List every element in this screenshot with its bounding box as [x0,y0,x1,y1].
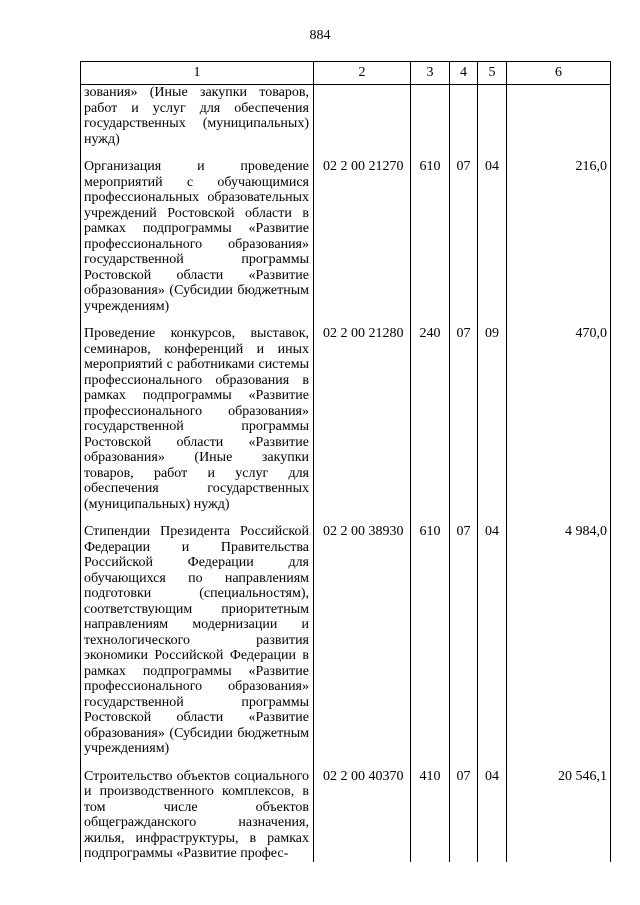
row-pr: 09 [478,326,507,512]
row-vr [411,85,450,148]
column-header-5: 5 [478,62,507,85]
row-amount: 4 984,0 [507,524,611,757]
row-code: 02 2 00 21280 [314,326,411,512]
row-amount: 20 546,1 [507,769,611,862]
row-rz: 07 [450,159,478,314]
row-description: зования» (Иные закупки товаров, работ и услуг для обеспечения государственных (муниципальных) нужд) [81,85,314,148]
table-row [81,524,611,757]
row-pr: 04 [478,769,507,862]
row-vr: 610 [411,159,450,314]
page-number: 884 [309,28,331,43]
table-row [81,159,611,314]
table-row [81,85,611,148]
row-description: Проведение конкурсов, выставок, семинаров, конференций и иных мероприятий с работниками системы профессионального образования в рамках подпрограммы «Развитие профессионального образования» государственной программы Ростовской области «Развитие образования» (Иные закупки товаров, работ и услуг для обеспечения государственных (муниципальных) нужд) [81,326,314,512]
row-gap [81,314,611,326]
row-rz: 07 [450,524,478,757]
row-pr: 04 [478,524,507,757]
row-pr: 04 [478,159,507,314]
column-header-1: 1 [81,62,314,85]
row-vr: 610 [411,524,450,757]
row-amount: 470,0 [507,326,611,512]
column-header-2: 2 [314,62,411,85]
row-description: Строительство объектов социального и производственного комплексов, в том числе объектов общегражданского назначения, жилья, инфраструктуры, в рамках подпрограммы «Развитие профес- [81,769,314,862]
budget-table [80,61,611,862]
row-rz: 07 [450,326,478,512]
row-rz [450,85,478,148]
column-header-3: 3 [411,62,450,85]
row-gap [81,147,611,159]
header-row [81,62,611,85]
row-vr: 410 [411,769,450,862]
row-pr [478,85,507,148]
table-row [81,326,611,512]
row-amount: 216,0 [507,159,611,314]
table-header [81,62,611,85]
column-header-4: 4 [450,62,478,85]
row-code: 02 2 00 40370 [314,769,411,862]
table-row [81,769,611,862]
row-code: 02 2 00 21270 [314,159,411,314]
row-code: 02 2 00 38930 [314,524,411,757]
table-body [81,85,611,862]
row-rz: 07 [450,769,478,862]
row-gap [81,757,611,769]
column-header-6: 6 [507,62,611,85]
row-description: Организация и проведение мероприятий с обучающимися профессиональных образовательных учреждений Ростовской области в рамках подпрограммы «Развитие профессионального образования» государственной программы Ростовской области «Развитие образования» (Субсидии бюджетным учреждениям) [81,159,314,314]
row-vr: 240 [411,326,450,512]
row-amount [507,85,611,148]
row-gap [81,512,611,524]
row-code [314,85,411,148]
row-description: Стипендии Президента Российской Федерации и Правительства Российской Федерации для обучающихся по направлениям подготовки (специальностям), соответствующим приоритетным направлениям модернизации и технологического развития экономики Российской Федерации в рамках подпрограммы «Развитие профессионального образования» государственной программы Ростовской области «Развитие образования» (Субсидии бюджетным учреждениям) [81,524,314,757]
